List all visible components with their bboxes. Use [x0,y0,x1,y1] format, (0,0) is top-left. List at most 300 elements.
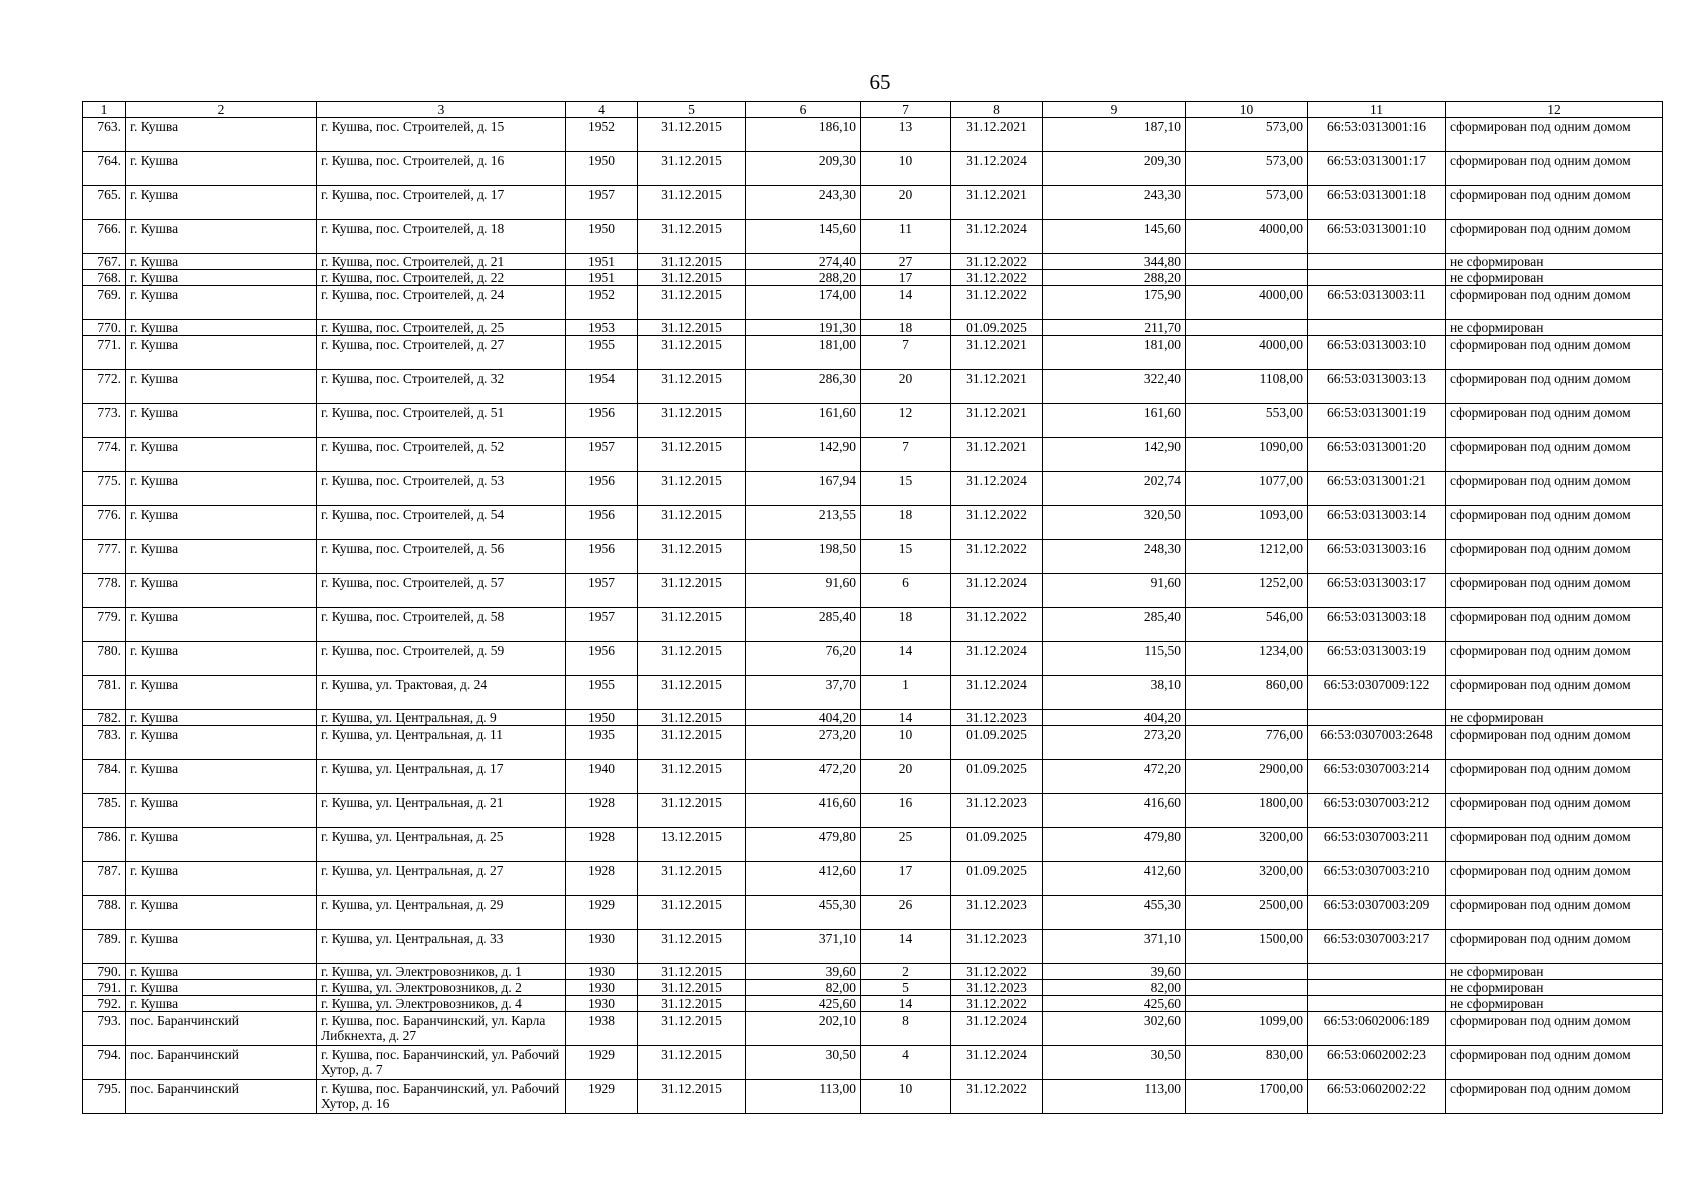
cell-relocation-date: 31.12.2022 [951,964,1043,980]
table-row [83,370,1663,404]
cell-land-area [1186,254,1308,270]
table-row [83,220,1663,254]
cell-cadastral-number: 66:53:0313001:19 [1308,404,1446,438]
cell-address: г. Кушва, пос. Строителей, д. 56 [317,540,566,574]
cell-land-status: сформирован под одним домом [1446,1080,1663,1114]
cell-address: г. Кушва, пос. Баранчинский, ул. Рабочий Хутор, д. 7 [317,1046,566,1080]
cell-land-status: сформирован под одним домом [1446,506,1663,540]
cell-area: 191,30 [746,320,861,336]
cell-year-built: 1953 [566,320,638,336]
cell-cadastral-number [1308,710,1446,726]
cell-row-number: 772. [83,370,126,404]
cell-settlement: г. Кушва [126,608,317,642]
cell-cadastral-number: 66:53:0313001:10 [1308,220,1446,254]
cell-land-status: сформирован под одним домом [1446,574,1663,608]
cell-address: г. Кушва, пос. Строителей, д. 58 [317,608,566,642]
cell-inclusion-date: 31.12.2015 [638,1046,746,1080]
table-row [83,254,1663,270]
cell-inclusion-date: 31.12.2015 [638,1080,746,1114]
cell-settlement: пос. Баранчинский [126,1080,317,1114]
cell-land-status: сформирован под одним домом [1446,336,1663,370]
cell-year-built: 1929 [566,896,638,930]
cell-living-area: 181,00 [1043,336,1186,370]
cell-land-status: сформирован под одним домом [1446,794,1663,828]
cell-settlement: г. Кушва [126,336,317,370]
cell-land-area: 4000,00 [1186,336,1308,370]
cell-living-area: 273,20 [1043,726,1186,760]
cell-area: 39,60 [746,964,861,980]
cell-address: г. Кушва, ул. Центральная, д. 9 [317,710,566,726]
table-body [83,118,1663,1114]
cell-land-status: сформирован под одним домом [1446,540,1663,574]
cell-relocation-date: 31.12.2022 [951,254,1043,270]
cell-relocation-date: 31.12.2024 [951,1012,1043,1046]
cell-settlement: г. Кушва [126,862,317,896]
cell-area: 174,00 [746,286,861,320]
cell-living-area: 161,60 [1043,404,1186,438]
cell-inclusion-date: 31.12.2015 [638,506,746,540]
cell-residents-count: 17 [861,862,951,896]
cell-inclusion-date: 31.12.2015 [638,726,746,760]
cell-land-area [1186,980,1308,996]
cell-land-area: 1212,00 [1186,540,1308,574]
cell-land-status: сформирован под одним домом [1446,862,1663,896]
table-row [83,152,1663,186]
cell-living-area: 371,10 [1043,930,1186,964]
cell-land-area: 1800,00 [1186,794,1308,828]
cell-land-area [1186,996,1308,1012]
cell-living-area: 404,20 [1043,710,1186,726]
cell-land-status: сформирован под одним домом [1446,186,1663,220]
cell-cadastral-number: 66:53:0313003:11 [1308,286,1446,320]
cell-year-built: 1928 [566,862,638,896]
cell-address: г. Кушва, ул. Центральная, д. 29 [317,896,566,930]
cell-land-area: 4000,00 [1186,220,1308,254]
cell-residents-count: 15 [861,472,951,506]
cell-residents-count: 7 [861,336,951,370]
cell-cadastral-number: 66:53:0602006:189 [1308,1012,1446,1046]
cell-living-area: 115,50 [1043,642,1186,676]
cell-row-number: 776. [83,506,126,540]
cell-year-built: 1930 [566,964,638,980]
cell-row-number: 769. [83,286,126,320]
cell-year-built: 1956 [566,540,638,574]
cell-settlement: г. Кушва [126,186,317,220]
cell-settlement: г. Кушва [126,828,317,862]
table-row [83,794,1663,828]
cell-settlement: г. Кушва [126,152,317,186]
cell-residents-count: 14 [861,710,951,726]
cell-settlement: г. Кушва [126,404,317,438]
cell-relocation-date: 31.12.2021 [951,186,1043,220]
cell-land-status: сформирован под одним домом [1446,896,1663,930]
housing-table [82,101,1663,1114]
cell-inclusion-date: 31.12.2015 [638,964,746,980]
cell-address: г. Кушва, ул. Центральная, д. 27 [317,862,566,896]
cell-year-built: 1930 [566,930,638,964]
cell-settlement: г. Кушва [126,320,317,336]
cell-land-area: 1108,00 [1186,370,1308,404]
cell-settlement: г. Кушва [126,438,317,472]
table-row [83,980,1663,996]
cell-land-area: 573,00 [1186,118,1308,152]
cell-row-number: 773. [83,404,126,438]
cell-land-area: 1099,00 [1186,1012,1308,1046]
cell-area: 416,60 [746,794,861,828]
cell-row-number: 788. [83,896,126,930]
cell-address: г. Кушва, пос. Строителей, д. 32 [317,370,566,404]
cell-relocation-date: 31.12.2024 [951,1046,1043,1080]
cell-row-number: 787. [83,862,126,896]
cell-address: г. Кушва, ул. Центральная, д. 21 [317,794,566,828]
table-row [83,1080,1663,1114]
cell-inclusion-date: 31.12.2015 [638,574,746,608]
cell-land-status: не сформирован [1446,320,1663,336]
cell-land-area: 1234,00 [1186,642,1308,676]
col-header: 12 [1446,102,1663,118]
cell-land-status: сформирован под одним домом [1446,642,1663,676]
cell-relocation-date: 01.09.2025 [951,828,1043,862]
cell-land-area: 3200,00 [1186,862,1308,896]
cell-relocation-date: 31.12.2023 [951,794,1043,828]
cell-settlement: г. Кушва [126,794,317,828]
cell-inclusion-date: 31.12.2015 [638,286,746,320]
cell-inclusion-date: 31.12.2015 [638,186,746,220]
cell-address: г. Кушва, ул. Центральная, д. 33 [317,930,566,964]
cell-inclusion-date: 31.12.2015 [638,1012,746,1046]
cell-cadastral-number: 66:53:0307009:122 [1308,676,1446,710]
cell-residents-count: 16 [861,794,951,828]
cell-land-status: не сформирован [1446,254,1663,270]
cell-land-area: 4000,00 [1186,286,1308,320]
cell-settlement: г. Кушва [126,370,317,404]
table-row [83,760,1663,794]
cell-residents-count: 14 [861,930,951,964]
cell-land-status: сформирован под одним домом [1446,370,1663,404]
cell-land-area: 546,00 [1186,608,1308,642]
cell-land-area: 573,00 [1186,152,1308,186]
cell-area: 181,00 [746,336,861,370]
cell-living-area: 209,30 [1043,152,1186,186]
cell-area: 285,40 [746,608,861,642]
col-header: 11 [1308,102,1446,118]
cell-land-area: 830,00 [1186,1046,1308,1080]
cell-land-status: сформирован под одним домом [1446,828,1663,862]
col-header: 6 [746,102,861,118]
cell-inclusion-date: 31.12.2015 [638,794,746,828]
cell-year-built: 1928 [566,828,638,862]
cell-inclusion-date: 31.12.2015 [638,710,746,726]
cell-inclusion-date: 31.12.2015 [638,540,746,574]
cell-year-built: 1955 [566,676,638,710]
col-header: 1 [83,102,126,118]
cell-living-area: 175,90 [1043,286,1186,320]
cell-cadastral-number: 66:53:0313003:17 [1308,574,1446,608]
cell-settlement: г. Кушва [126,930,317,964]
cell-settlement: г. Кушва [126,896,317,930]
cell-row-number: 780. [83,642,126,676]
cell-address: г. Кушва, пос. Строителей, д. 53 [317,472,566,506]
col-header: 10 [1186,102,1308,118]
cell-area: 198,50 [746,540,861,574]
cell-area: 113,00 [746,1080,861,1114]
table-row [83,896,1663,930]
col-header: 4 [566,102,638,118]
cell-area: 371,10 [746,930,861,964]
cell-residents-count: 14 [861,286,951,320]
cell-land-status: сформирован под одним домом [1446,760,1663,794]
cell-year-built: 1957 [566,574,638,608]
cell-relocation-date: 31.12.2022 [951,996,1043,1012]
cell-land-area [1186,320,1308,336]
cell-address: г. Кушва, ул. Электровозников, д. 2 [317,980,566,996]
cell-area: 288,20 [746,270,861,286]
cell-row-number: 770. [83,320,126,336]
cell-row-number: 794. [83,1046,126,1080]
cell-relocation-date: 31.12.2023 [951,896,1043,930]
cell-settlement: г. Кушва [126,270,317,286]
cell-inclusion-date: 31.12.2015 [638,642,746,676]
cell-relocation-date: 31.12.2024 [951,642,1043,676]
cell-land-area [1186,710,1308,726]
cell-area: 479,80 [746,828,861,862]
cell-residents-count: 18 [861,506,951,540]
cell-year-built: 1935 [566,726,638,760]
cell-settlement: г. Кушва [126,760,317,794]
cell-land-area: 1700,00 [1186,1080,1308,1114]
table-row [83,996,1663,1012]
cell-relocation-date: 31.12.2024 [951,574,1043,608]
cell-living-area: 113,00 [1043,1080,1186,1114]
cell-settlement: г. Кушва [126,506,317,540]
col-header: 2 [126,102,317,118]
cell-inclusion-date: 31.12.2015 [638,896,746,930]
cell-year-built: 1950 [566,152,638,186]
cell-living-area: 288,20 [1043,270,1186,286]
cell-year-built: 1957 [566,186,638,220]
cell-address: г. Кушва, пос. Строителей, д. 52 [317,438,566,472]
cell-living-area: 142,90 [1043,438,1186,472]
cell-residents-count: 14 [861,642,951,676]
cell-residents-count: 4 [861,1046,951,1080]
cell-area: 142,90 [746,438,861,472]
cell-year-built: 1957 [566,438,638,472]
cell-inclusion-date: 31.12.2015 [638,980,746,996]
cell-living-area: 91,60 [1043,574,1186,608]
cell-cadastral-number: 66:53:0313001:16 [1308,118,1446,152]
cell-area: 425,60 [746,996,861,1012]
cell-relocation-date: 31.12.2024 [951,152,1043,186]
cell-cadastral-number [1308,996,1446,1012]
cell-relocation-date: 31.12.2022 [951,608,1043,642]
cell-row-number: 793. [83,1012,126,1046]
cell-address: г. Кушва, пос. Строителей, д. 15 [317,118,566,152]
cell-land-status: не сформирован [1446,996,1663,1012]
table-row [83,710,1663,726]
cell-living-area: 30,50 [1043,1046,1186,1080]
cell-address: г. Кушва, пос. Строителей, д. 24 [317,286,566,320]
cell-year-built: 1929 [566,1046,638,1080]
cell-address: г. Кушва, ул. Центральная, д. 11 [317,726,566,760]
cell-row-number: 765. [83,186,126,220]
cell-land-status: сформирован под одним домом [1446,220,1663,254]
cell-land-area: 2900,00 [1186,760,1308,794]
cell-living-area: 322,40 [1043,370,1186,404]
cell-cadastral-number: 66:53:0313003:18 [1308,608,1446,642]
cell-land-area: 1093,00 [1186,506,1308,540]
cell-area: 145,60 [746,220,861,254]
col-header: 9 [1043,102,1186,118]
cell-residents-count: 2 [861,964,951,980]
cell-residents-count: 18 [861,320,951,336]
cell-cadastral-number: 66:53:0307003:212 [1308,794,1446,828]
cell-residents-count: 11 [861,220,951,254]
cell-area: 167,94 [746,472,861,506]
cell-residents-count: 27 [861,254,951,270]
cell-living-area: 425,60 [1043,996,1186,1012]
table-row [83,608,1663,642]
cell-relocation-date: 01.09.2025 [951,726,1043,760]
cell-cadastral-number: 66:53:0313003:10 [1308,336,1446,370]
cell-residents-count: 5 [861,980,951,996]
cell-cadastral-number [1308,320,1446,336]
cell-cadastral-number [1308,254,1446,270]
cell-area: 472,20 [746,760,861,794]
cell-address: г. Кушва, пос. Строителей, д. 59 [317,642,566,676]
cell-row-number: 786. [83,828,126,862]
cell-address: г. Кушва, пос. Строителей, д. 51 [317,404,566,438]
cell-settlement: г. Кушва [126,574,317,608]
cell-year-built: 1957 [566,608,638,642]
col-header: 3 [317,102,566,118]
cell-row-number: 764. [83,152,126,186]
cell-inclusion-date: 31.12.2015 [638,996,746,1012]
cell-relocation-date: 31.12.2022 [951,540,1043,574]
cell-area: 243,30 [746,186,861,220]
cell-cadastral-number: 66:53:0602002:22 [1308,1080,1446,1114]
cell-settlement: г. Кушва [126,980,317,996]
cell-inclusion-date: 31.12.2015 [638,118,746,152]
cell-residents-count: 10 [861,152,951,186]
cell-year-built: 1951 [566,270,638,286]
cell-land-area: 1252,00 [1186,574,1308,608]
cell-row-number: 782. [83,710,126,726]
cell-year-built: 1952 [566,286,638,320]
cell-settlement: г. Кушва [126,286,317,320]
cell-address: г. Кушва, пос. Баранчинский, ул. Карла Либкнехта, д. 27 [317,1012,566,1046]
cell-residents-count: 12 [861,404,951,438]
table-row [83,270,1663,286]
cell-relocation-date: 31.12.2022 [951,270,1043,286]
table-row [83,472,1663,506]
table-row [83,574,1663,608]
cell-row-number: 767. [83,254,126,270]
cell-land-status: сформирован под одним домом [1446,152,1663,186]
cell-living-area: 285,40 [1043,608,1186,642]
cell-year-built: 1930 [566,996,638,1012]
cell-address: г. Кушва, пос. Строителей, д. 16 [317,152,566,186]
cell-residents-count: 8 [861,1012,951,1046]
cell-living-area: 145,60 [1043,220,1186,254]
cell-residents-count: 1 [861,676,951,710]
cell-cadastral-number: 66:53:0307003:214 [1308,760,1446,794]
cell-cadastral-number: 66:53:0313003:14 [1308,506,1446,540]
cell-area: 186,10 [746,118,861,152]
cell-cadastral-number: 66:53:0313001:17 [1308,152,1446,186]
cell-year-built: 1956 [566,506,638,540]
cell-settlement: г. Кушва [126,642,317,676]
cell-residents-count: 20 [861,186,951,220]
cell-land-area [1186,270,1308,286]
cell-row-number: 778. [83,574,126,608]
cell-living-area: 479,80 [1043,828,1186,862]
cell-land-area: 1090,00 [1186,438,1308,472]
col-header: 8 [951,102,1043,118]
cell-area: 404,20 [746,710,861,726]
cell-inclusion-date: 31.12.2015 [638,930,746,964]
cell-living-area: 416,60 [1043,794,1186,828]
cell-land-status: сформирован под одним домом [1446,404,1663,438]
cell-living-area: 344,80 [1043,254,1186,270]
cell-cadastral-number: 66:53:0313001:20 [1308,438,1446,472]
table-row [83,404,1663,438]
cell-residents-count: 10 [861,1080,951,1114]
cell-address: г. Кушва, ул. Электровозников, д. 1 [317,964,566,980]
cell-relocation-date: 31.12.2021 [951,118,1043,152]
cell-cadastral-number [1308,270,1446,286]
cell-residents-count: 6 [861,574,951,608]
cell-relocation-date: 01.09.2025 [951,760,1043,794]
cell-row-number: 763. [83,118,126,152]
cell-residents-count: 7 [861,438,951,472]
cell-relocation-date: 01.09.2025 [951,320,1043,336]
table-row [83,676,1663,710]
cell-area: 273,20 [746,726,861,760]
cell-living-area: 302,60 [1043,1012,1186,1046]
cell-inclusion-date: 13.12.2015 [638,828,746,862]
cell-row-number: 771. [83,336,126,370]
cell-relocation-date: 31.12.2024 [951,220,1043,254]
cell-area: 213,55 [746,506,861,540]
cell-inclusion-date: 31.12.2015 [638,220,746,254]
cell-row-number: 766. [83,220,126,254]
cell-residents-count: 26 [861,896,951,930]
cell-land-area: 3200,00 [1186,828,1308,862]
cell-land-status: сформирован под одним домом [1446,118,1663,152]
cell-land-status: сформирован под одним домом [1446,930,1663,964]
cell-cadastral-number: 66:53:0307003:210 [1308,862,1446,896]
cell-land-status: сформирован под одним домом [1446,726,1663,760]
cell-land-area: 860,00 [1186,676,1308,710]
cell-inclusion-date: 31.12.2015 [638,760,746,794]
cell-inclusion-date: 31.12.2015 [638,152,746,186]
table-row [83,964,1663,980]
cell-area: 161,60 [746,404,861,438]
cell-row-number: 789. [83,930,126,964]
cell-inclusion-date: 31.12.2015 [638,336,746,370]
cell-area: 412,60 [746,862,861,896]
cell-cadastral-number [1308,964,1446,980]
cell-settlement: г. Кушва [126,676,317,710]
cell-cadastral-number: 66:53:0602002:23 [1308,1046,1446,1080]
table-row [83,320,1663,336]
cell-relocation-date: 31.12.2021 [951,404,1043,438]
cell-land-status: сформирован под одним домом [1446,1046,1663,1080]
cell-cadastral-number [1308,980,1446,996]
table-header-row [83,102,1663,118]
cell-address: г. Кушва, пос. Строителей, д. 18 [317,220,566,254]
cell-inclusion-date: 31.12.2015 [638,404,746,438]
